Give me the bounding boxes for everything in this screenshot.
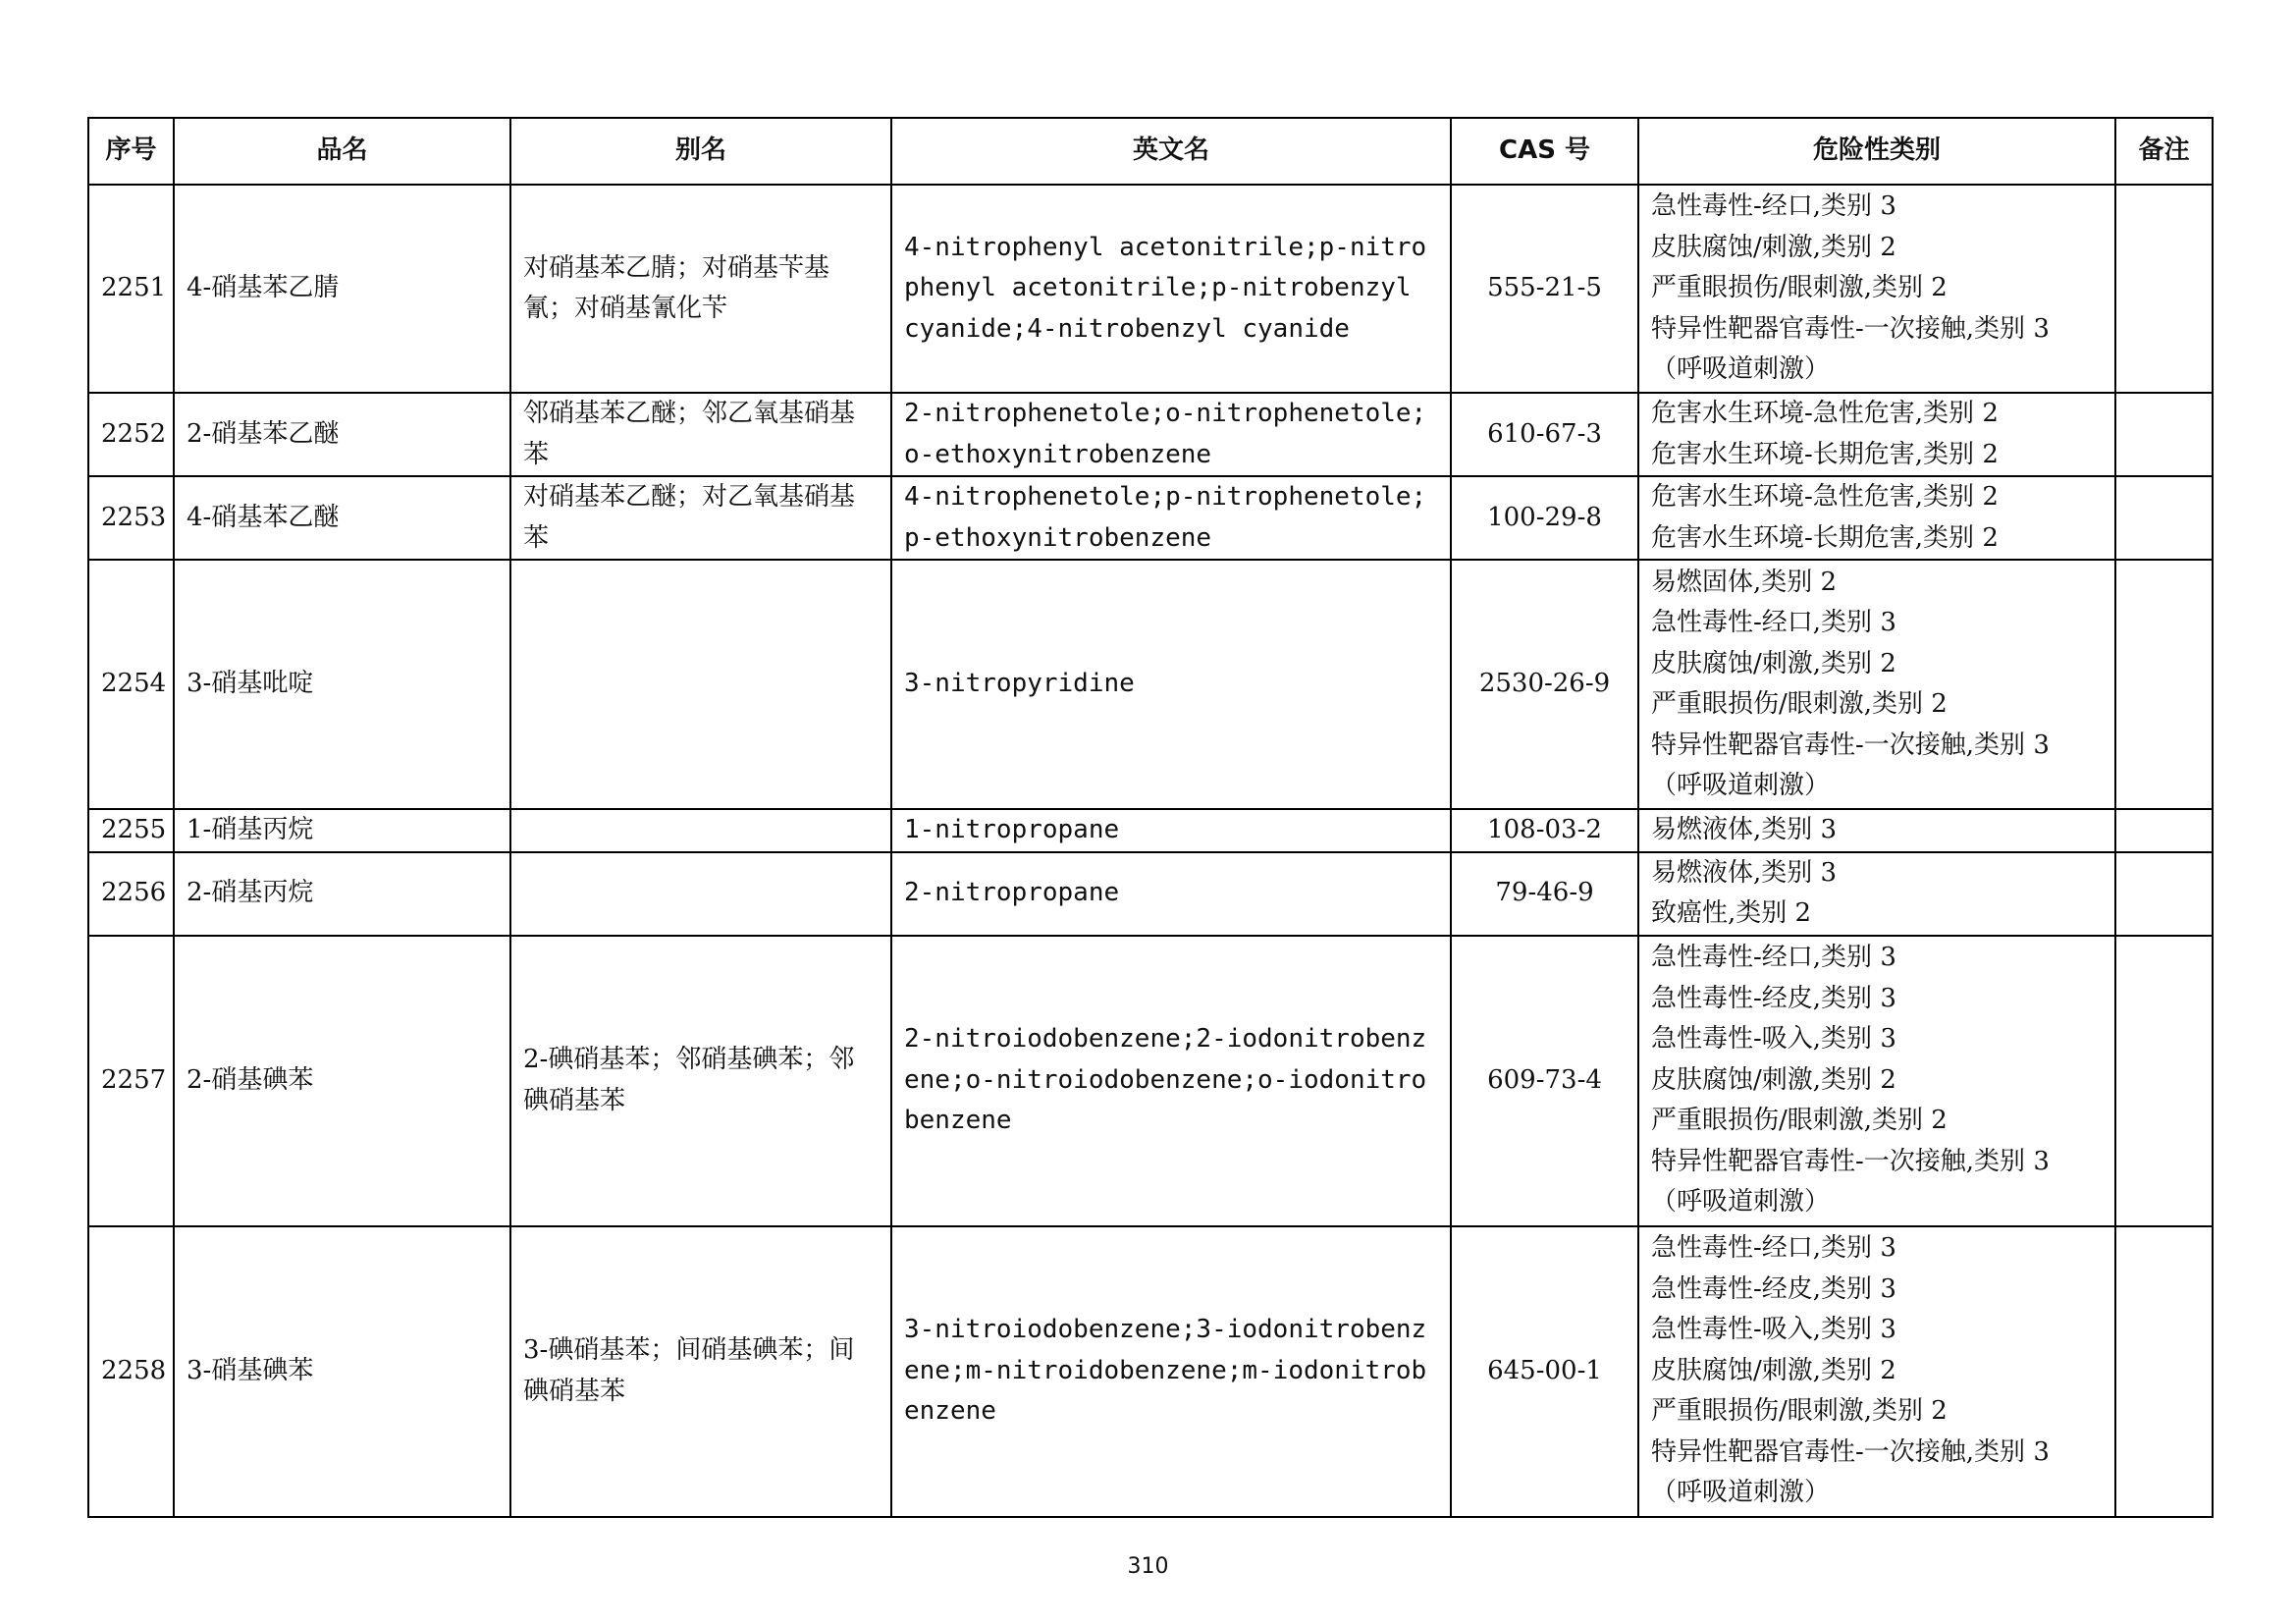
cell-seq: 2254 bbox=[88, 560, 174, 809]
cell-name: 4-硝基苯乙腈 bbox=[174, 185, 510, 393]
cell-cas: 555-21-5 bbox=[1451, 185, 1638, 393]
hazard-line: 特异性靶器官毒性-一次接触,类别 3 bbox=[1651, 1146, 2050, 1176]
cell-seq: 2251 bbox=[88, 185, 174, 393]
cell-name: 1-硝基丙烷 bbox=[174, 809, 510, 852]
cell-seq: 2256 bbox=[88, 852, 174, 936]
header-note: 备注 bbox=[2115, 118, 2213, 185]
hazard-line: 危害水生环境-长期危害,类别 2 bbox=[1651, 439, 1999, 469]
cell-cas: 100-29-8 bbox=[1451, 476, 1638, 560]
hazard-line: 特异性靶器官毒性-一次接触,类别 3 bbox=[1651, 1436, 2050, 1467]
hazard-line: 急性毒性-经皮,类别 3 bbox=[1651, 1273, 1896, 1304]
hazard-line: 严重眼损伤/眼刺激,类别 2 bbox=[1651, 689, 1948, 719]
cell-hazard bbox=[1638, 852, 2115, 936]
header-name: 品名 bbox=[174, 118, 510, 185]
cell-english: 3-nitroiodobenzene;3-iodonitrobenzene;m-nitroidobenzene;m-iodonitrobenzene bbox=[891, 1226, 1451, 1517]
hazard-line: 易燃液体,类别 3 bbox=[1651, 815, 1838, 844]
hazard-line: 严重眼损伤/眼刺激,类别 2 bbox=[1651, 1106, 1948, 1136]
cell-hazard bbox=[1638, 476, 2115, 560]
cell-note bbox=[2115, 852, 2213, 936]
cell-seq: 2252 bbox=[88, 393, 174, 476]
hazard-line: 皮肤腐蚀/刺激,类别 2 bbox=[1651, 1355, 1896, 1385]
hazard-line: 特异性靶器官毒性-一次接触,类别 3 bbox=[1651, 313, 2050, 344]
cell-name: 4-硝基苯乙醚 bbox=[174, 476, 510, 560]
hazard-line: 急性毒性-经口,类别 3 bbox=[1651, 943, 1896, 973]
hazard-line: 危害水生环境-急性危害,类别 2 bbox=[1651, 482, 1999, 512]
cell-cas: 79-46-9 bbox=[1451, 852, 1638, 936]
table-row bbox=[88, 476, 2213, 560]
hazard-line: （呼吸道刺激） bbox=[1651, 354, 1831, 385]
header-english: 英文名 bbox=[891, 118, 1451, 185]
header-hazard: 危险性类别 bbox=[1638, 118, 2115, 185]
cell-english: 1-nitropropane bbox=[891, 809, 1451, 852]
cell-cas: 645-00-1 bbox=[1451, 1226, 1638, 1517]
cell-seq: 2255 bbox=[88, 809, 174, 852]
cell-seq: 2253 bbox=[88, 476, 174, 560]
header-alias: 别名 bbox=[510, 118, 891, 185]
table-row bbox=[88, 936, 2213, 1226]
hazard-line: 易燃液体,类别 3 bbox=[1651, 857, 1838, 888]
hazard-line: 严重眼损伤/眼刺激,类别 2 bbox=[1651, 1396, 1948, 1427]
hazard-line: 危害水生环境-急性危害,类别 2 bbox=[1651, 399, 1999, 428]
cell-english: 4-nitrophenyl acetonitrile;p-nitrophenyl acetonitrile;p-nitrobenzyl cyanide;4-nitrobenzyl cyanide bbox=[891, 185, 1451, 393]
header-cas: CAS 号 bbox=[1451, 118, 1638, 185]
hazard-line: 易燃固体,类别 2 bbox=[1651, 567, 1838, 597]
hazard-line: 急性毒性-吸入,类别 3 bbox=[1651, 1024, 1896, 1055]
cell-cas: 2530-26-9 bbox=[1451, 560, 1638, 809]
cell-name: 3-硝基碘苯 bbox=[174, 1226, 510, 1517]
cell-alias bbox=[510, 560, 891, 809]
cell-alias bbox=[510, 852, 891, 936]
cell-alias: 对硝基苯乙醚；对乙氧基硝基苯 bbox=[510, 476, 891, 560]
cell-alias bbox=[510, 809, 891, 852]
header-row bbox=[88, 118, 2213, 185]
table-row bbox=[88, 560, 2213, 809]
cell-note bbox=[2115, 393, 2213, 476]
page-number: 310 bbox=[1127, 1554, 1169, 1579]
cell-note bbox=[2115, 809, 2213, 852]
cell-name: 2-硝基丙烷 bbox=[174, 852, 510, 936]
hazard-line: （呼吸道刺激） bbox=[1651, 771, 1831, 800]
hazard-line: 急性毒性-经口,类别 3 bbox=[1651, 1233, 1896, 1264]
cell-cas: 108-03-2 bbox=[1451, 809, 1638, 852]
cell-hazard bbox=[1638, 1226, 2115, 1517]
cell-hazard bbox=[1638, 560, 2115, 809]
hazard-line: 严重眼损伤/眼刺激,类别 2 bbox=[1651, 273, 1948, 303]
cell-note bbox=[2115, 185, 2213, 393]
cell-english: 2-nitropropane bbox=[891, 852, 1451, 936]
hazard-line: （呼吸道刺激） bbox=[1651, 1187, 1831, 1218]
hazard-line: 急性毒性-经皮,类别 3 bbox=[1651, 983, 1896, 1013]
cell-note bbox=[2115, 560, 2213, 809]
header-seq: 序号 bbox=[88, 118, 174, 185]
hazard-line: （呼吸道刺激） bbox=[1651, 1478, 1831, 1508]
hazard-line: 皮肤腐蚀/刺激,类别 2 bbox=[1651, 232, 1896, 262]
cell-note bbox=[2115, 936, 2213, 1226]
table-row bbox=[88, 809, 2213, 852]
table-body bbox=[88, 185, 2213, 1517]
cell-hazard bbox=[1638, 185, 2115, 393]
cell-cas: 609-73-4 bbox=[1451, 936, 1638, 1226]
hazard-line: 致癌性,类别 2 bbox=[1651, 898, 1812, 928]
hazardous-chemicals-table bbox=[87, 117, 2214, 1518]
hazard-line: 急性毒性-经口,类别 3 bbox=[1651, 191, 1896, 222]
cell-alias: 邻硝基苯乙醚；邻乙氧基硝基苯 bbox=[510, 393, 891, 476]
cell-note bbox=[2115, 1226, 2213, 1517]
cell-cas: 610-67-3 bbox=[1451, 393, 1638, 476]
hazard-line: 皮肤腐蚀/刺激,类别 2 bbox=[1651, 1064, 1896, 1095]
table-row bbox=[88, 185, 2213, 393]
table-row bbox=[88, 1226, 2213, 1517]
cell-hazard bbox=[1638, 936, 2115, 1226]
cell-english: 2-nitroiodobenzene;2-iodonitrobenzene;o-nitroiodobenzene;o-iodonitrobenzene bbox=[891, 936, 1451, 1226]
cell-name: 3-硝基吡啶 bbox=[174, 560, 510, 809]
table-row bbox=[88, 393, 2213, 476]
cell-english: 2-nitrophenetole;o-nitrophenetole;o-ethoxynitrobenzene bbox=[891, 393, 1451, 476]
table-row bbox=[88, 852, 2213, 936]
hazard-line: 危害水生环境-长期危害,类别 2 bbox=[1651, 522, 1999, 553]
hazard-line: 急性毒性-经口,类别 3 bbox=[1651, 608, 1896, 637]
cell-english: 3-nitropyridine bbox=[891, 560, 1451, 809]
cell-hazard bbox=[1638, 809, 2115, 852]
cell-hazard bbox=[1638, 393, 2115, 476]
cell-name: 2-硝基碘苯 bbox=[174, 936, 510, 1226]
cell-seq: 2258 bbox=[88, 1226, 174, 1517]
hazard-line: 急性毒性-吸入,类别 3 bbox=[1651, 1315, 1896, 1345]
cell-alias: 对硝基苯乙腈；对硝基苄基氰；对硝基氰化苄 bbox=[510, 185, 891, 393]
cell-alias: 2-碘硝基苯；邻硝基碘苯；邻碘硝基苯 bbox=[510, 936, 891, 1226]
cell-note bbox=[2115, 476, 2213, 560]
cell-seq: 2257 bbox=[88, 936, 174, 1226]
hazard-line: 皮肤腐蚀/刺激,类别 2 bbox=[1651, 648, 1896, 678]
cell-english: 4-nitrophenetole;p-nitrophenetole;p-ethoxynitrobenzene bbox=[891, 476, 1451, 560]
cell-name: 2-硝基苯乙醚 bbox=[174, 393, 510, 476]
hazard-line: 特异性靶器官毒性-一次接触,类别 3 bbox=[1651, 730, 2050, 760]
cell-alias: 3-碘硝基苯；间硝基碘苯；间碘硝基苯 bbox=[510, 1226, 891, 1517]
